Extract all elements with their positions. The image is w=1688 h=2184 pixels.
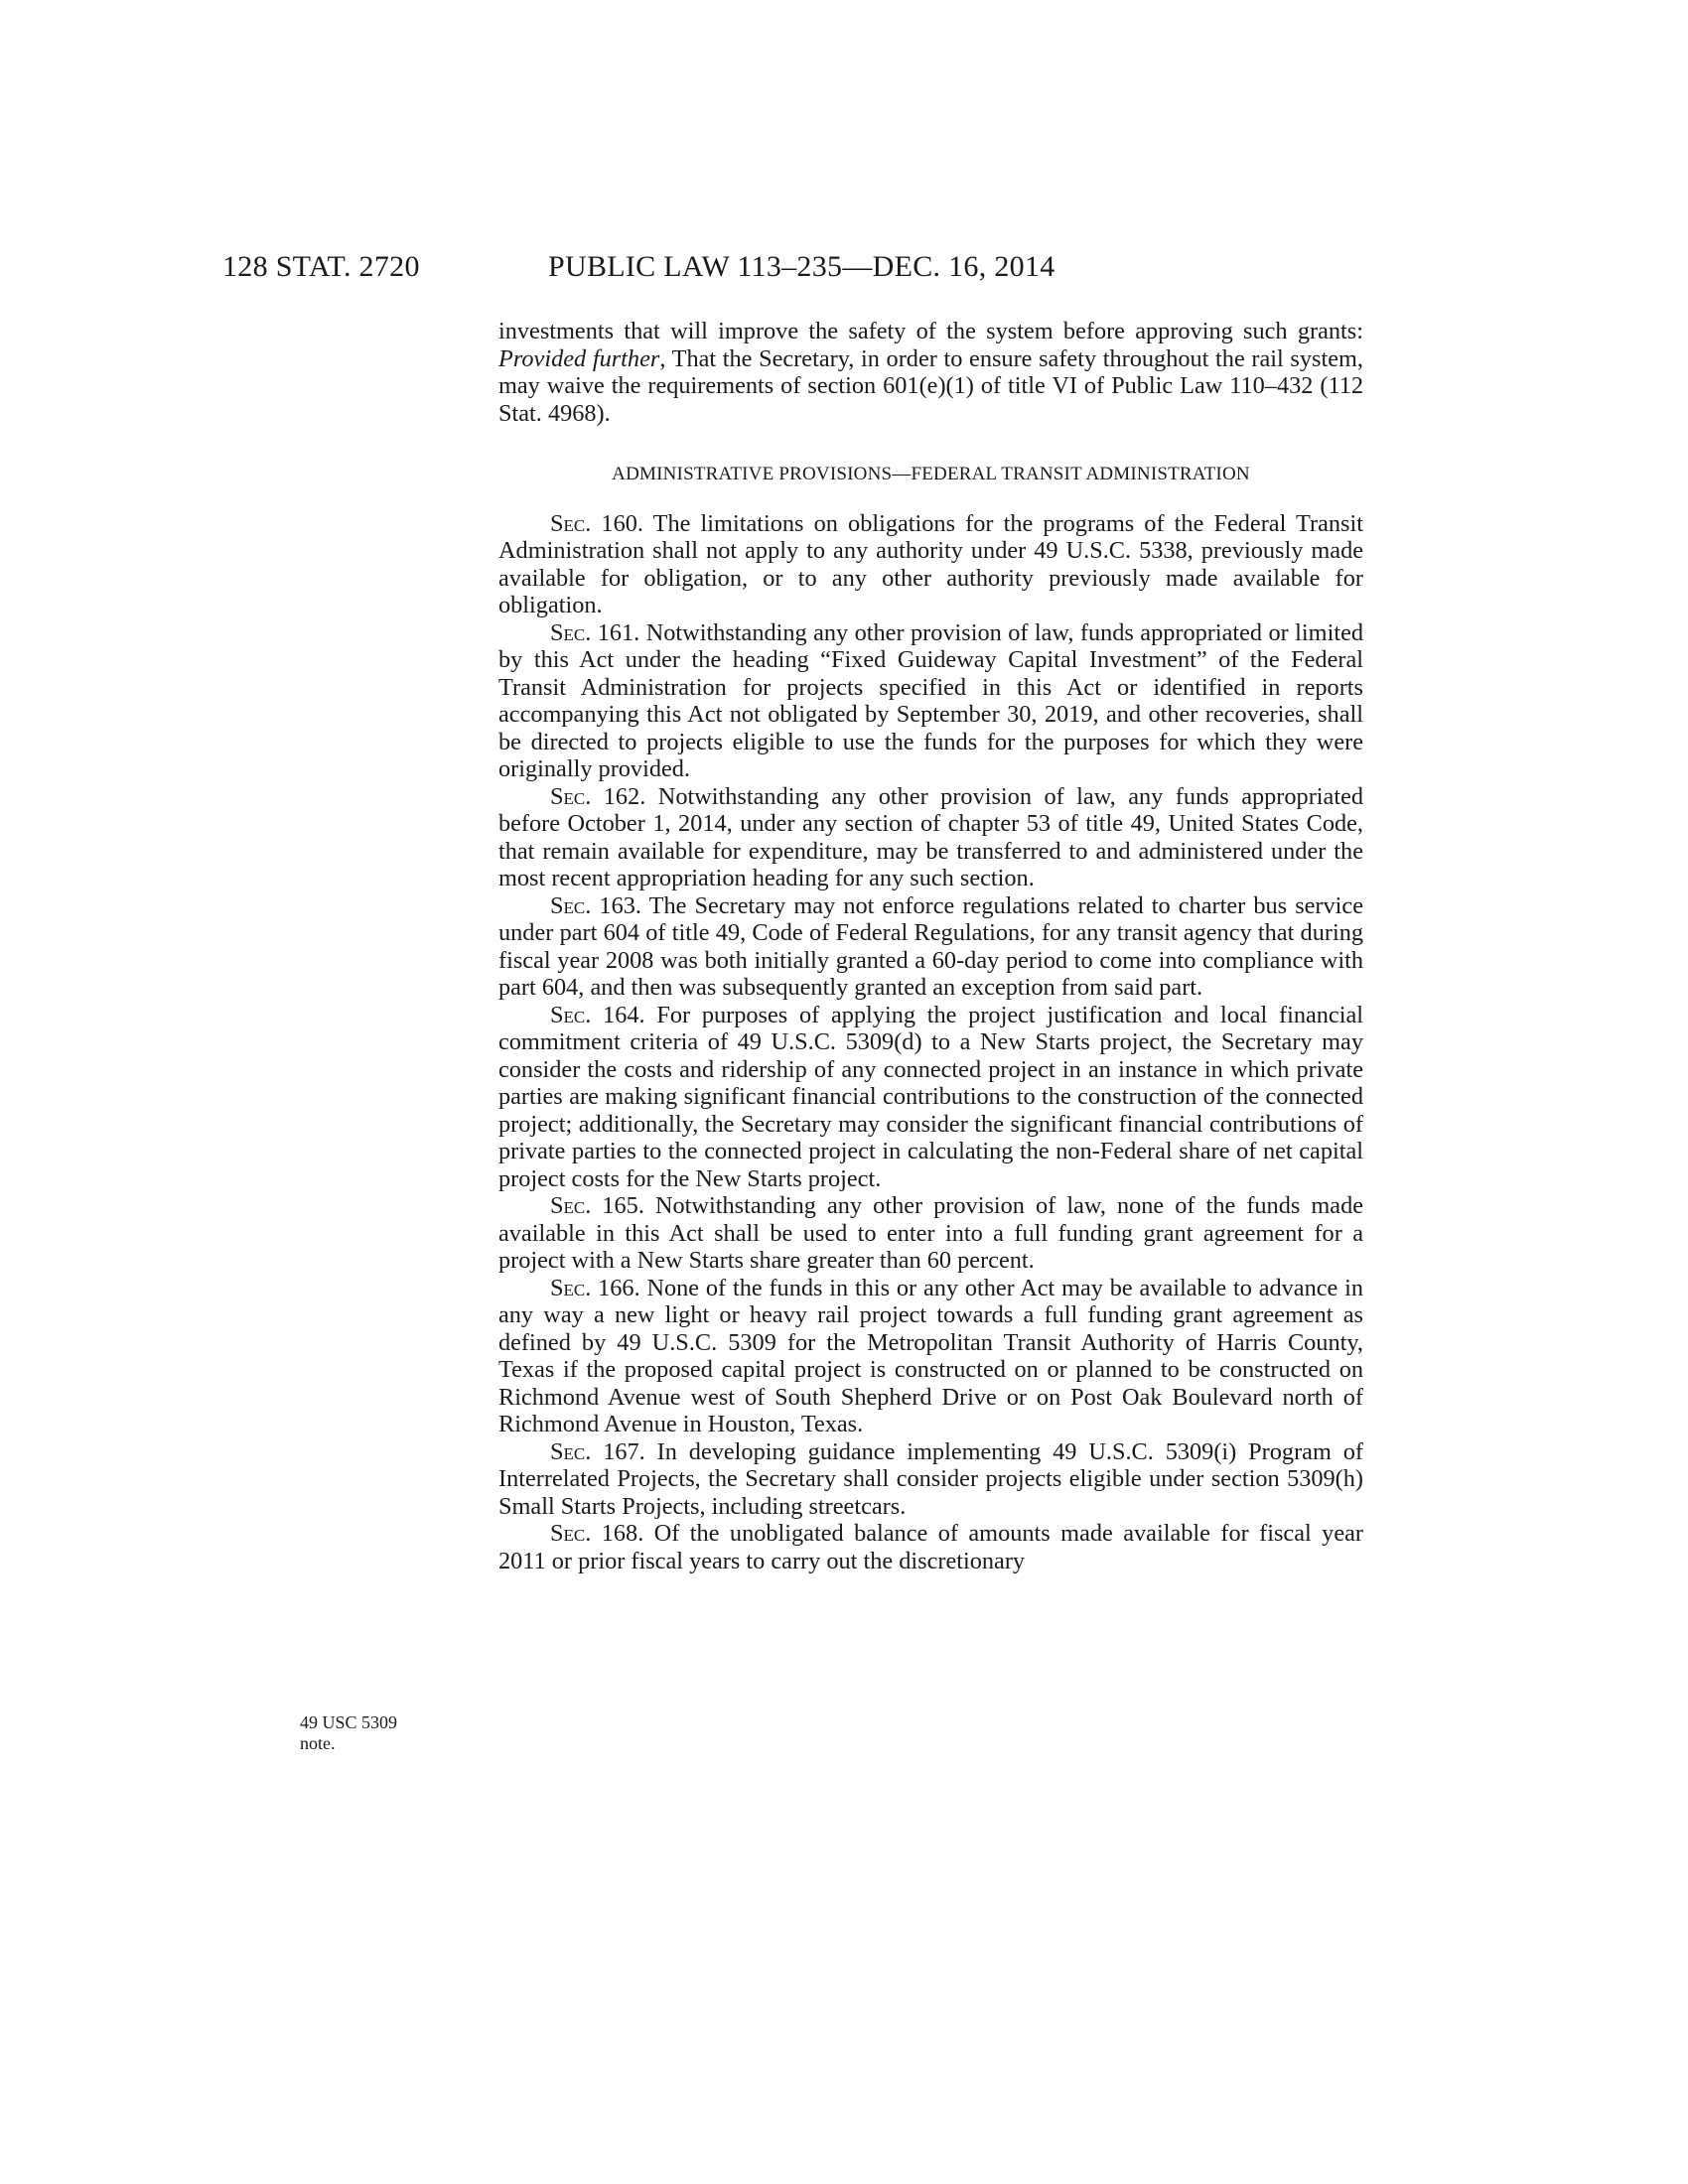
document-body bbox=[498, 318, 1363, 1574]
section-168: Sec. 168. Of the unobligated balance of amounts made available for fiscal year 2011 or prior fiscal years to carry out the discretionary bbox=[498, 1520, 1363, 1574]
page-reference: 128 STAT. 2720 bbox=[222, 250, 420, 283]
section-163: Sec. 163. The Secretary may not enforce regulations related to charter bus service under part 604 of title 49, Code of Federal Regulations, for any transit agency that during fiscal year 2008 was both initially granted a 60-day period to come into compliance with part 604, and then was subsequently granted an exception from said part. bbox=[498, 891, 1363, 1001]
section-162: Sec. 162. Notwithstanding any other provision of law, any funds appropriated before October 1, 2014, under any section of chapter 53 of title 49, United States Code, that remain available for expenditure, may be transferred to and administered under the most recent appropriation heading for any such section. bbox=[498, 782, 1364, 891]
section-164: Sec. 164. For purposes of applying the project justification and local financial commitment criteria of 49 U.S.C. 5309(d) to a New Starts project, the Secretary may consider the costs and ridership of any connected project in an instance in which private parties are making significant financial contributions to the construction of the connected project; additionally, the Secretary may consider the significant financial contributions of private parties to the connected project in calculating the non-Federal share of net capital project costs for the New Starts project. bbox=[498, 1001, 1364, 1192]
public-law-title: PUBLIC LAW 113–235—DEC. 16, 2014 bbox=[548, 250, 1055, 283]
section-160: Sec. 160. The limitations on obligations for the programs of the Federal Transit Administration shall not apply to any authority under 49 U.S.C. 5338, previously made available for obligation, or to any other authority previously made available for obligation. bbox=[498, 509, 1363, 618]
margin-note-label: note. bbox=[300, 1733, 336, 1753]
intro-paragraph: investments that will improve the safety of the system before approving such grants: Provided further, That the Secretary, in order to ensure safety throughout the rail system, may waive the requirements of section 601(e)(1) of title VI of Public Law 110–432 (112 Stat. 4968). bbox=[498, 318, 1363, 427]
provided-further-italic: Provided further bbox=[498, 344, 660, 372]
section-165: Sec. 165. Notwithstanding any other provision of law, none of the funds made available in this Act shall be used to enter into a full funding grant agreement for a project with a New Starts share greater than 60 percent. bbox=[498, 1192, 1363, 1274]
margin-note-citation: 49 USC 5309 bbox=[300, 1712, 398, 1732]
page-header bbox=[0, 250, 1688, 290]
section-167: Sec. 167. In developing guidance implementing 49 U.S.C. 5309(i) Program of Interrelated Projects, the Secretary shall consider projects eligible under section 5309(h) Small Starts Projects, including streetcars. bbox=[498, 1437, 1363, 1520]
section-161: Sec. 161. Notwithstanding any other provision of law, funds appropriated or limited by this Act under the heading “Fixed Guideway Capital Investment” of the Federal Transit Administration for projects specified in this Act or identified in reports accompanying this Act not obligated by September 30, 2019, and other recoveries, shall be directed to projects eligible to use the funds for the purposes for which they were originally provided. bbox=[498, 618, 1364, 782]
margin-note bbox=[300, 1712, 449, 1754]
section-166: Sec. 166. None of the funds in this or any other Act may be available to advance in any way a new light or heavy rail project towards a full funding grant agreement as defined by 49 U.S.C. 5309 for the Metropolitan Transit Authority of Harris County, Texas if the proposed capital project is constructed on or planned to be constructed on Richmond Avenue west of South Shepherd Drive or on Post Oak Boulevard north of Richmond Avenue in Houston, Texas. bbox=[498, 1274, 1364, 1437]
section-heading: ADMINISTRATIVE PROVISIONS—FEDERAL TRANSIT ADMINISTRATION bbox=[612, 464, 1250, 484]
